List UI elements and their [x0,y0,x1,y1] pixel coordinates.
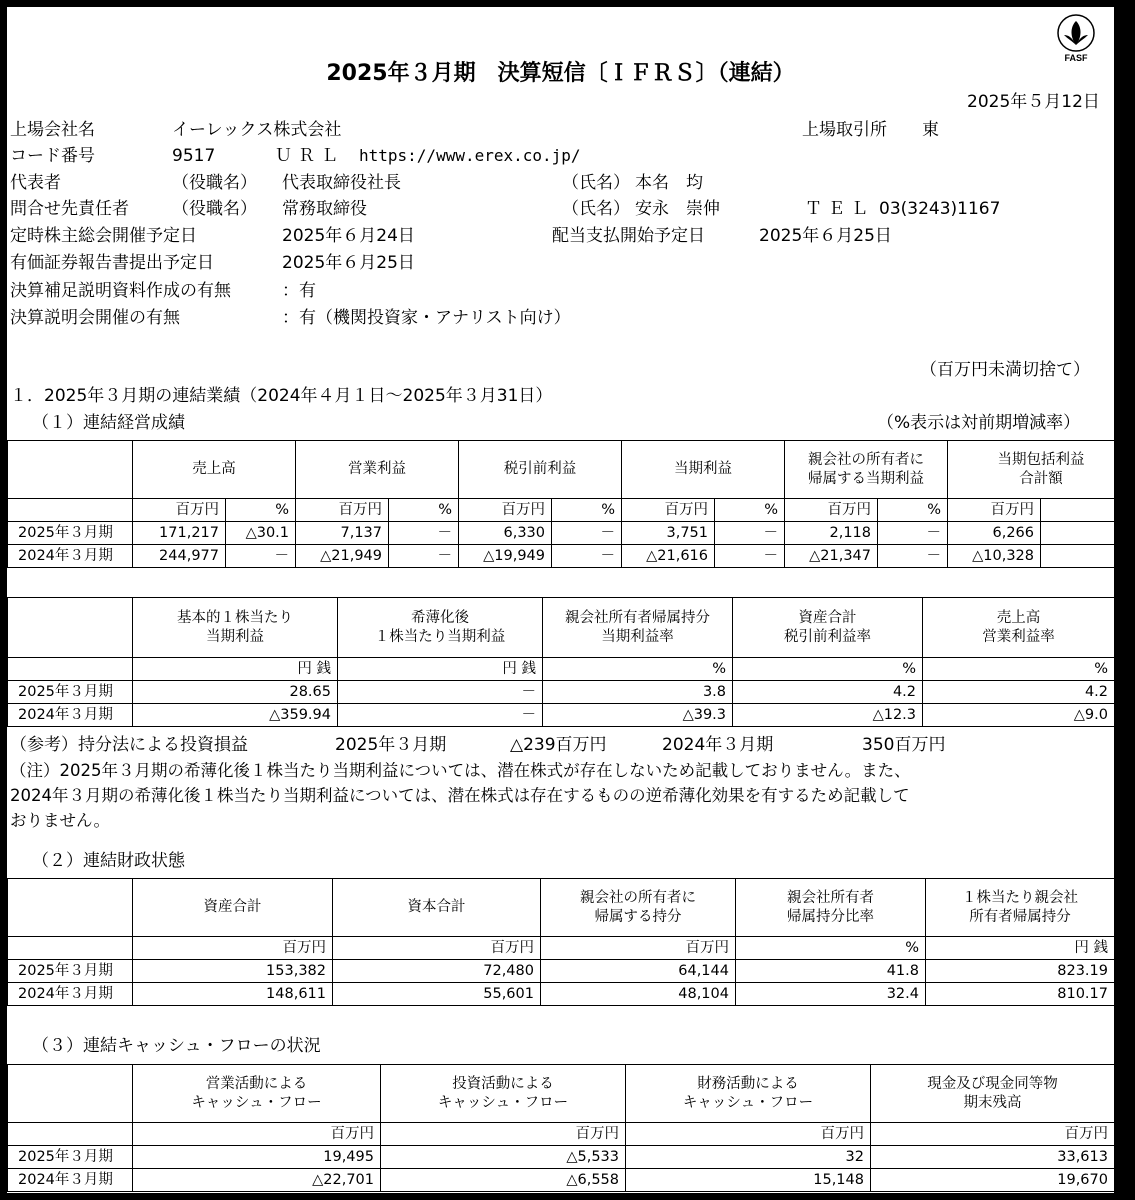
value-cell: △21,616 [622,545,715,568]
value-cell: 4.2 [733,681,923,704]
value-cell: △9.0 [923,704,1115,727]
value-cell: 32.4 [736,983,926,1006]
col-header: 売上高 営業利益率 [923,598,1115,658]
unit-cell: 百万円 [541,937,736,960]
value-cell: △21,347 [785,545,878,568]
url-label: ＵＲＬ [275,146,344,166]
value-cell: 19,495 [133,1146,381,1169]
table-row [8,545,1135,568]
value-cell: 33,613 [871,1146,1115,1169]
col-header: 親会社所有者 帰属持分比率 [736,879,926,937]
col-header: 営業活動による キャッシュ・フロー [133,1065,381,1123]
dividend-label: 配当支払開始予定日 [552,226,705,246]
unit-cell: 百万円 [871,1123,1115,1146]
value-cell: △5,533 [381,1146,626,1169]
col-header: 希薄化後 １株当たり当期利益 [338,598,543,658]
unit-cell: 百万円 [948,499,1041,522]
table-row [8,1146,1115,1169]
value-cell: △22,701 [133,1169,381,1192]
table-header-row [8,879,1115,937]
col-header: 資産合計 税引前利益率 [733,598,923,658]
rep-name-label: （氏名） [562,173,630,193]
header-text: 売上高 [192,461,236,477]
unit-cell: 百万円 [333,937,541,960]
units-row [8,658,1115,681]
rep-label: 代表者 [10,173,61,193]
rep-title: 代表取締役社長 [282,173,401,193]
report-date: 2025年５月12日 [967,92,1100,112]
unit-cell: % [923,658,1115,681]
unit-cell: 円 銭 [338,658,543,681]
value-cell: － [878,522,948,545]
col-header: 基本的１株当たり 当期利益 [133,598,338,658]
row-label-blank [8,658,133,681]
table-row [8,960,1115,983]
equity-method-value1: △239百万円 [510,735,607,755]
operating-results-table [7,440,1135,568]
row-label: 2024年３月期 [8,1169,133,1192]
value-cell: △19,949 [459,545,552,568]
fasf-logo-icon [1054,13,1098,63]
col-header [622,441,785,499]
value-cell: 3.8 [543,681,733,704]
code-label: コード番号 [10,146,95,166]
equity-method-label: （参考）持分法による投資損益 [10,735,248,755]
unit-cell: 百万円 [296,499,389,522]
value-cell: － [338,681,543,704]
supplementary-label: 決算補足説明資料作成の有無 [10,281,231,301]
contact-name-label: （氏名） [562,199,630,219]
unit-cell: 円 銭 [926,937,1115,960]
briefing-value: ：有（機関投資家・アナリスト向け） [282,308,571,328]
value-cell: 4.2 [923,681,1115,704]
section1-title: １．2025年３月期の連結業績（2024年４月１日～2025年３月31日） [10,386,553,406]
row-label: 2024年３月期 [8,704,133,727]
col-header [785,441,948,499]
note-line: おりません。 [10,811,110,830]
value-cell: △6,558 [381,1169,626,1192]
unit-cell: % [389,499,459,522]
value-cell: 6,330 [459,522,552,545]
value-cell: 823.19 [926,960,1115,983]
unit-cell: 百万円 [622,499,715,522]
note-line: （注）2025年３月期の希薄化後１株当たり当期利益については、潜在株式が存在しないため記載しておりません。また、 [10,761,911,780]
company-name: イーレックス株式会社 [172,120,342,140]
value-cell: 32 [626,1146,871,1169]
value-cell: － [389,522,459,545]
contact-title-label: （役職名） [172,199,257,219]
col-header [133,441,296,499]
value-cell: 244,977 [133,545,226,568]
value-cell: － [338,704,543,727]
unit-cell: % [226,499,296,522]
per-share-ratio-table [7,597,1115,727]
table-row [8,522,1135,545]
col-header: 現金及び現金同等物 期末残高 [871,1065,1115,1123]
col-header [948,441,1135,499]
exchange-label: 上場取引所 [802,120,887,140]
unit-cell: 百万円 [459,499,552,522]
contact-title: 常務取締役 [282,199,367,219]
unit-cell: 百万円 [381,1123,626,1146]
document-sheet [7,7,1128,1193]
value-cell: 55,601 [333,983,541,1006]
row-label-blank [8,937,133,960]
dividend-date: 2025年６月25日 [759,226,892,246]
value-cell: － [226,545,296,568]
table-row [8,1169,1115,1192]
row-label: 2024年３月期 [8,983,133,1006]
row-label: 2025年３月期 [8,522,133,545]
value-cell: 7,137 [296,522,389,545]
equity-method-period1: 2025年３月期 [335,735,447,755]
value-cell: 6,266 [948,522,1041,545]
company-label: 上場会社名 [10,120,95,140]
value-cell: 72,480 [333,960,541,983]
col-header: 財務活動による キャッシュ・フロー [626,1065,871,1123]
value-cell: 148,611 [133,983,333,1006]
value-cell: 48,104 [541,983,736,1006]
value-cell: △30.1 [226,522,296,545]
logo-text: FASF [1064,53,1088,63]
units-row [8,499,1135,522]
value-cell: 810.17 [926,983,1115,1006]
value-cell: 19,670 [871,1169,1115,1192]
row-label: 2025年３月期 [8,681,133,704]
equity-method-value2: 350百万円 [862,735,946,755]
document-title: 2025年３月期 決算短信〔ＩＦＲＳ〕（連結） [326,61,795,86]
row-label-blank [8,1123,133,1146]
code-value: 9517 [172,146,216,166]
unit-cell: 百万円 [133,1123,381,1146]
value-cell: － [552,545,622,568]
header-text: 税引前利益 [503,461,577,477]
row-label: 2024年３月期 [8,545,133,568]
value-cell: △359.94 [133,704,338,727]
tel-label: ＴＥＬ [805,199,874,219]
units-row [8,937,1115,960]
header-text: 営業利益 [348,461,406,477]
unit-cell: % [878,499,948,522]
contact-label: 問合せ先責任者 [10,199,129,219]
value-cell: － [878,545,948,568]
url-link[interactable]: https://www.erex.co.jp/ [359,146,581,165]
value-cell: － [1041,522,1135,545]
row-label: 2025年３月期 [8,1146,133,1169]
contact-name: 安永 崇伸 [635,199,720,219]
value-cell: 64,144 [541,960,736,983]
table-corner [8,598,133,658]
table-header-row [8,598,1115,658]
table-header-row [8,441,1135,499]
value-cell: △39.3 [543,704,733,727]
header-text: 当期利益 [674,461,732,477]
value-cell: － [389,545,459,568]
unit-cell: 百万円 [785,499,878,522]
unit-cell: % [736,937,926,960]
unit-cell: 百万円 [133,499,226,522]
financial-position-table [7,878,1115,1006]
unit-cell: % [543,658,733,681]
col-header [459,441,622,499]
table-row [8,704,1115,727]
row-label-blank [8,499,133,522]
unit-cell: % [733,658,923,681]
rep-title-label: （役職名） [172,173,257,193]
tel-value: 03(3243)1167 [879,199,1001,219]
col-header: 親会社の所有者に 帰属する持分 [541,879,736,937]
subsection3-title: （３）連結キャッシュ・フローの状況 [32,1036,321,1056]
value-cell: － [715,522,785,545]
report-filing-date: 2025年６月25日 [282,253,415,273]
header-text: 当期包括利益 合計額 [997,451,1085,487]
value-cell: 2,118 [785,522,878,545]
value-cell: － [552,522,622,545]
col-header: 資産合計 [133,879,333,937]
report-filing-label: 有価証券報告書提出予定日 [10,253,214,273]
unit-cell: % [552,499,622,522]
value-cell: － [715,545,785,568]
unit-cell: 百万円 [626,1123,871,1146]
value-cell: 3,751 [622,522,715,545]
value-cell: 153,382 [133,960,333,983]
units-note: （百万円未満切捨て） [920,360,1090,380]
unit-cell: 百万円 [133,937,333,960]
value-cell: 171,217 [133,522,226,545]
row-label: 2025年３月期 [8,960,133,983]
col-header: 親会社所有者帰属持分 当期利益率 [543,598,733,658]
units-row [8,1123,1115,1146]
value-cell: 28.65 [133,681,338,704]
cash-flow-table [7,1064,1115,1192]
table-corner [8,1065,133,1123]
value-cell: 15,148 [626,1169,871,1192]
value-cell: － [1041,545,1135,568]
value-cell: △10,328 [948,545,1041,568]
agm-label: 定時株主総会開催予定日 [10,226,197,246]
value-cell: △12.3 [733,704,923,727]
supplementary-value: ：有 [282,281,316,301]
col-header: １株当たり親会社 所有者帰属持分 [926,879,1115,937]
exchange-value: 東 [922,120,939,140]
unit-cell: % [715,499,785,522]
note-line: 2024年３月期の希薄化後１株当たり当期利益については、潜在株式は存在するものの逆希薄化効果を有するため記載して [10,786,910,805]
value-cell: △21,949 [296,545,389,568]
equity-method-period2: 2024年３月期 [662,735,774,755]
col-header: 投資活動による キャッシュ・フロー [381,1065,626,1123]
briefing-label: 決算説明会開催の有無 [10,308,180,328]
col-header [296,441,459,499]
table-header-row [8,1065,1115,1123]
value-cell: 41.8 [736,960,926,983]
rep-name: 本名 均 [635,173,703,193]
header-text: 親会社の所有者に 帰属する当期利益 [808,451,924,487]
subsection2-title: （２）連結財政状態 [32,851,185,871]
table-row [8,983,1115,1006]
subsection1-title: （１）連結経営成績 [32,413,185,433]
table-row [8,681,1115,704]
table-corner [8,879,133,937]
unit-cell: % [1041,499,1135,522]
col-header: 資本合計 [333,879,541,937]
agm-date: 2025年６月24日 [282,226,415,246]
table-corner [8,441,133,499]
subsection1-note: （%表示は対前期増減率） [877,413,1081,433]
unit-cell: 円 銭 [133,658,338,681]
